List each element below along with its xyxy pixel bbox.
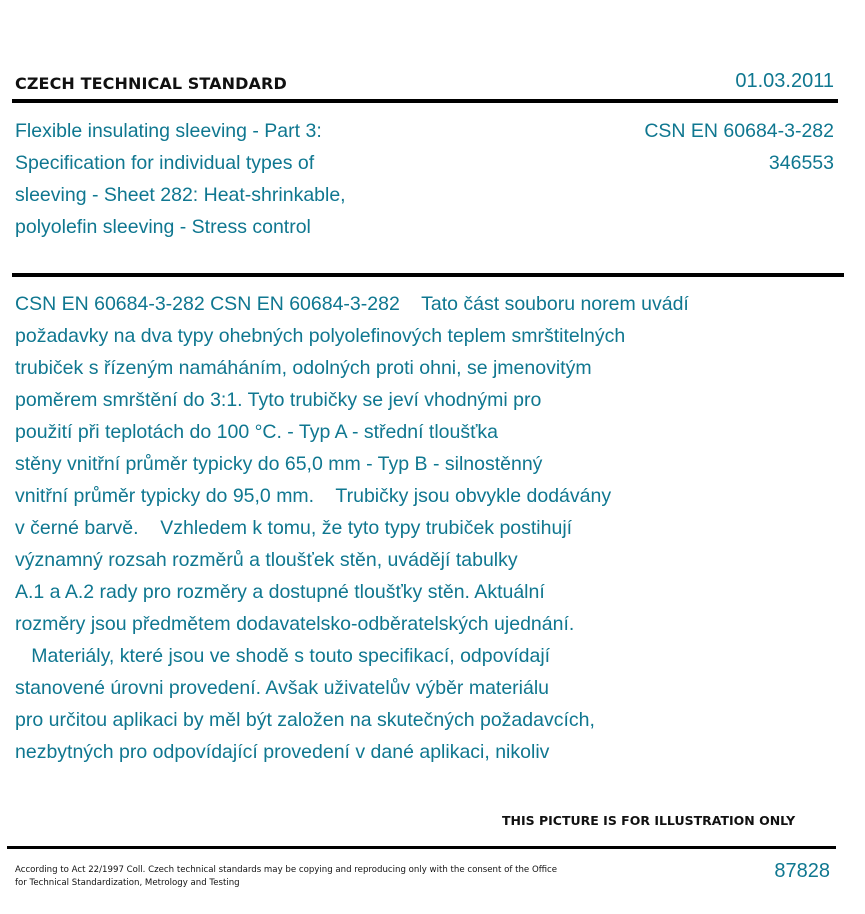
header-divider (12, 99, 838, 103)
body-line: trubiček s řízeným namáháním, odolných proti ohni, se jmenovitým (15, 357, 592, 379)
standard-title (15, 115, 435, 243)
standard-codes (644, 115, 834, 179)
abstract-text (15, 288, 845, 768)
body-line: rozměry jsou předmětem dodavatelsko-odběratelských ujednání. (15, 613, 575, 635)
copyright-notice (15, 864, 557, 890)
body-line: CSN EN 60684-3-282 CSN EN 60684-3-282 Tato část souboru norem uvádí (15, 293, 689, 315)
body-line: významný rozsah rozměrů a tloušťek stěn, uvádějí tabulky (15, 549, 518, 571)
body-line: poměrem smrštění do 3:1. Tyto trubičky se jeví vhodnými pro (15, 389, 542, 411)
footer-divider (7, 846, 836, 849)
body-line: Materiály, které jsou ve shodě s touto specifikací, odpovídají (15, 645, 551, 667)
body-line: použití při teplotách do 100 °C. - Typ A - střední tloušťka (15, 421, 499, 443)
footnote-line: for Technical Standardization, Metrology and Testing (15, 878, 240, 888)
illustration-notice: THIS PICTURE IS FOR ILLUSTRATION ONLY (502, 813, 796, 828)
body-line: stanovené úrovni provedení. Avšak uživatelův výběr materiálu (15, 677, 550, 699)
title-line: Specification for individual types of (15, 152, 315, 174)
title-line: sleeving - Sheet 282: Heat-shrinkable, (15, 184, 346, 206)
body-line: požadavky na dva typy ohebných polyolefinových teplem smrštitelných (15, 325, 626, 347)
title-line: polyolefin sleeving - Stress control (15, 216, 311, 238)
body-line: A.1 a A.2 rady pro rozměry a dostupné tloušťky stěn. Aktuální (15, 581, 545, 603)
standard-number: CSN EN 60684-3-282 (644, 120, 834, 142)
document-type-label: CZECH TECHNICAL STANDARD (15, 74, 287, 93)
body-line: nezbytných pro odpovídající provedení v dané aplikaci, nikoliv (15, 741, 550, 763)
body-line: pro určitou aplikaci by měl být založen na skutečných požadavcích, (15, 709, 595, 731)
body-line: v černé barvě. Vzhledem k tomu, že tyto typy trubiček postihují (15, 517, 573, 539)
footnote-line: According to Act 22/1997 Coll. Czech technical standards may be copying and reproducing only with the consent of the Office (15, 865, 558, 875)
publication-date: 01.03.2011 (735, 70, 834, 92)
title-line: Flexible insulating sleeving - Part 3: (15, 120, 322, 142)
body-line: vnitřní průměr typicky do 95,0 mm. Trubičky jsou obvykle dodávány (15, 485, 612, 507)
document-number: 87828 (774, 860, 830, 882)
classification-number: 346553 (768, 152, 834, 174)
body-line: stěny vnitřní průměr typicky do 65,0 mm - Typ B - silnostěnný (15, 453, 543, 475)
title-divider (12, 273, 844, 277)
